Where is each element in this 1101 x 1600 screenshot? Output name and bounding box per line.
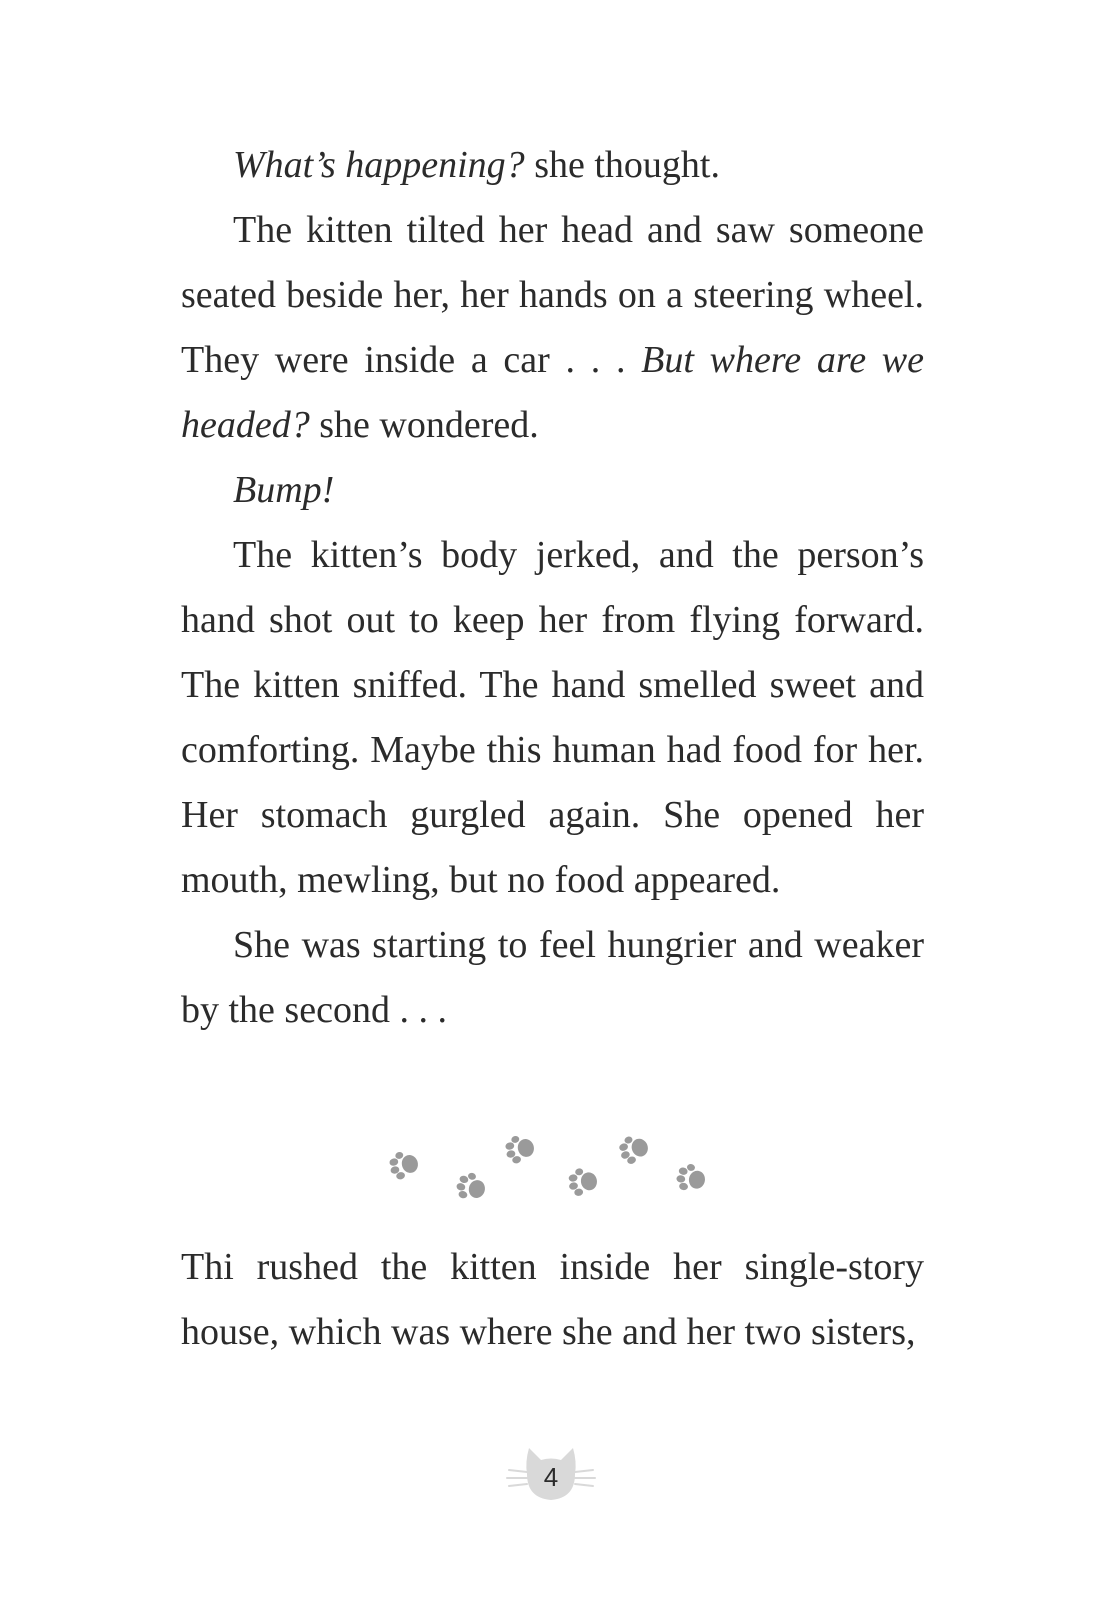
paw-print-icons [386, 1131, 707, 1203]
story-text-bottom [181, 1235, 924, 1365]
paragraph-text: she wondered. [309, 404, 539, 446]
paragraph [181, 198, 924, 458]
paragraph [181, 458, 924, 523]
paragraph: The kitten’s body jerked, and the person’s hand shot out to keep her from flying forward. The kitten sniffed. The hand smelled sweet and comforting. Maybe this human had food for her. Her stomach gurgled again. She opened her mouth, mewling, but no food appeared. [181, 534, 924, 901]
paw-print-icon [566, 1166, 599, 1198]
paw-prints-row [380, 1125, 720, 1215]
thought-italic: What’s happening? [233, 144, 525, 186]
paw-print-icon [386, 1148, 420, 1181]
paw-print-icon [675, 1162, 708, 1194]
paragraph: She was starting to feel hungrier and weaker by the second . . . [181, 924, 924, 1031]
story-text-top [181, 133, 924, 1043]
paw-print-icon [454, 1170, 488, 1203]
paragraph-text: The kitten tilted her head and saw someone seated beside her, her hands on a steering wheel. They were inside a car . . . [181, 209, 924, 381]
paw-print-icon [616, 1131, 652, 1166]
paw-print-icon [502, 1132, 536, 1165]
paragraph: Thi rushed the kitten inside her single-story house, which was where she and her two sisters, [181, 1246, 924, 1353]
sound-effect-italic: Bump! [233, 469, 335, 511]
paragraph [181, 133, 924, 198]
scene-break-ornament [380, 1125, 720, 1215]
thought-italic: But where are we headed? [181, 339, 925, 446]
paragraph-text: she thought. [524, 144, 720, 186]
page-folio [505, 1440, 597, 1506]
page-number: 4 [543, 1462, 559, 1492]
